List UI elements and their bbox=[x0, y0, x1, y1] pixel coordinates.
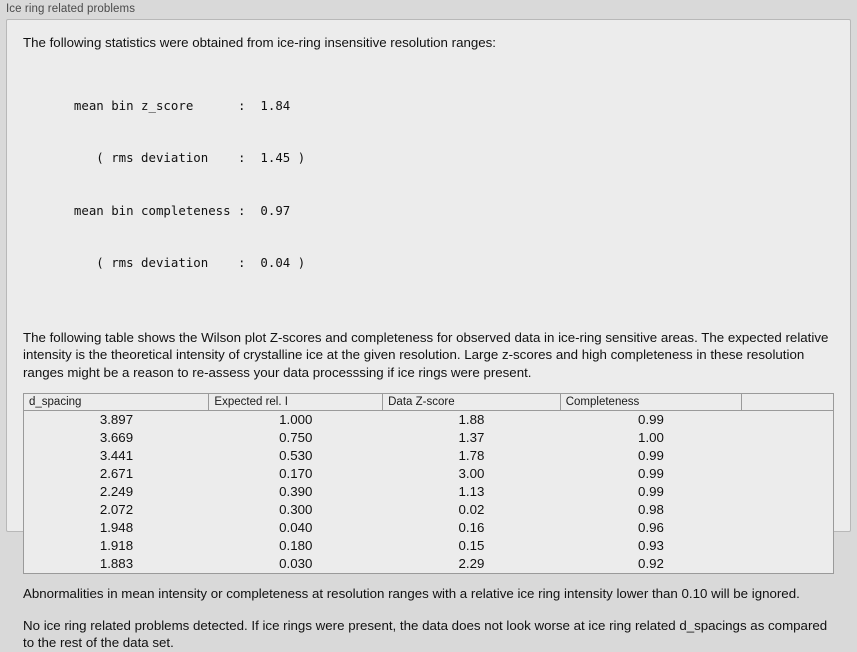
table-cell: 0.300 bbox=[279, 502, 313, 517]
description-text: The following table shows the Wilson plot Z-scores and completeness for observed data in ice-ring sensitive areas. The expected relative intensity is the theoretical intensity of crystalline ice at the given resolution. Large z-scores and high completeness in these resolution ranges might be a reason to re-assess your data processsing if ice rings were present. bbox=[23, 329, 829, 380]
table-row bbox=[24, 465, 834, 483]
table-cell: 0.16 bbox=[458, 520, 485, 535]
table-cell: 0.180 bbox=[279, 538, 313, 553]
table-cell bbox=[742, 465, 834, 483]
table-cell: 0.530 bbox=[279, 448, 313, 463]
table-cell: 1.883 bbox=[99, 556, 134, 571]
table-row bbox=[24, 429, 834, 447]
table-cell bbox=[742, 411, 834, 430]
table-cell: 0.030 bbox=[279, 556, 313, 571]
table-cell: 3.897 bbox=[99, 412, 134, 427]
ice-ring-table bbox=[23, 393, 834, 574]
table-row bbox=[24, 501, 834, 519]
table-cell bbox=[742, 537, 834, 555]
table-cell: 0.15 bbox=[458, 538, 485, 553]
table-row bbox=[24, 555, 834, 574]
table-cell: 0.98 bbox=[638, 502, 664, 517]
table-cell: 0.02 bbox=[458, 502, 485, 517]
column-header-d-spacing: d_spacing bbox=[24, 394, 209, 411]
panel-title: Ice ring related problems bbox=[6, 3, 136, 15]
table-row bbox=[24, 411, 834, 430]
statistics-block bbox=[59, 62, 834, 307]
table-cell: 0.99 bbox=[638, 466, 664, 481]
table-cell: 3.441 bbox=[99, 448, 134, 463]
table-cell: 2.249 bbox=[99, 484, 134, 499]
table-cell: 0.99 bbox=[638, 412, 664, 427]
note-conclusion: No ice ring related problems detected. If ice rings were present, the data does not look worse at ice ring related d_spacings as compared to the rest of the data set. bbox=[23, 617, 828, 650]
panel-body bbox=[6, 19, 851, 650]
table-cell bbox=[742, 501, 834, 519]
column-header-completeness: Completeness bbox=[560, 394, 742, 411]
table-cell bbox=[742, 555, 834, 574]
table-cell: 1.37 bbox=[458, 430, 485, 445]
column-header-expected-rel-i: Expected rel. I bbox=[209, 394, 383, 411]
table-cell: 1.88 bbox=[458, 412, 485, 427]
intro-text: The following statistics were obtained from ice-ring insensitive resolution ranges: bbox=[23, 35, 497, 50]
table-cell: 0.170 bbox=[279, 466, 313, 481]
table-cell: 0.99 bbox=[638, 448, 664, 463]
table-row bbox=[24, 519, 834, 537]
table-cell: 1.948 bbox=[99, 520, 134, 535]
stat-line-mean-z-score: mean bin z_score : 1.84 bbox=[59, 97, 291, 113]
table-cell: 3.669 bbox=[99, 430, 134, 445]
table-cell: 0.99 bbox=[638, 484, 664, 499]
table-cell: 1.00 bbox=[638, 430, 664, 445]
table-cell: 2.671 bbox=[99, 466, 134, 481]
table-cell bbox=[742, 447, 834, 465]
table-cell: 3.00 bbox=[458, 466, 485, 481]
note-abnormalities: Abnormalities in mean intensity or completeness at resolution ranges with a relative ice ring intensity lower than 0.10 will be ignored. bbox=[23, 586, 800, 601]
table-cell bbox=[742, 429, 834, 447]
table-cell bbox=[742, 483, 834, 501]
table-header-row bbox=[24, 394, 834, 411]
table-row bbox=[24, 447, 834, 465]
table-cell: 2.072 bbox=[99, 502, 134, 517]
table-cell: 1.13 bbox=[458, 484, 485, 499]
table-row bbox=[24, 483, 834, 501]
stat-line-mean-completeness: mean bin completeness : 0.97 bbox=[59, 202, 291, 218]
table-cell: 0.390 bbox=[279, 484, 313, 499]
table-cell: 1.000 bbox=[279, 412, 313, 427]
table-row bbox=[24, 537, 834, 555]
table-body bbox=[24, 411, 834, 574]
stat-line-rms-deviation-z: ( rms deviation : 1.45 ) bbox=[59, 150, 306, 165]
table-cell: 0.040 bbox=[279, 520, 313, 535]
table-cell: 2.29 bbox=[458, 556, 485, 571]
table-cell: 1.78 bbox=[458, 448, 485, 463]
stat-line-rms-deviation-completeness: ( rms deviation : 0.04 ) bbox=[59, 255, 306, 270]
table-cell: 0.92 bbox=[638, 556, 664, 571]
table-cell: 1.918 bbox=[99, 538, 134, 553]
column-header-extra bbox=[742, 394, 834, 411]
table-cell: 0.96 bbox=[638, 520, 664, 535]
column-header-data-z-score: Data Z-score bbox=[383, 394, 561, 411]
table-cell: 0.93 bbox=[638, 538, 664, 553]
table-cell: 0.750 bbox=[279, 430, 313, 445]
table-cell bbox=[742, 519, 834, 537]
